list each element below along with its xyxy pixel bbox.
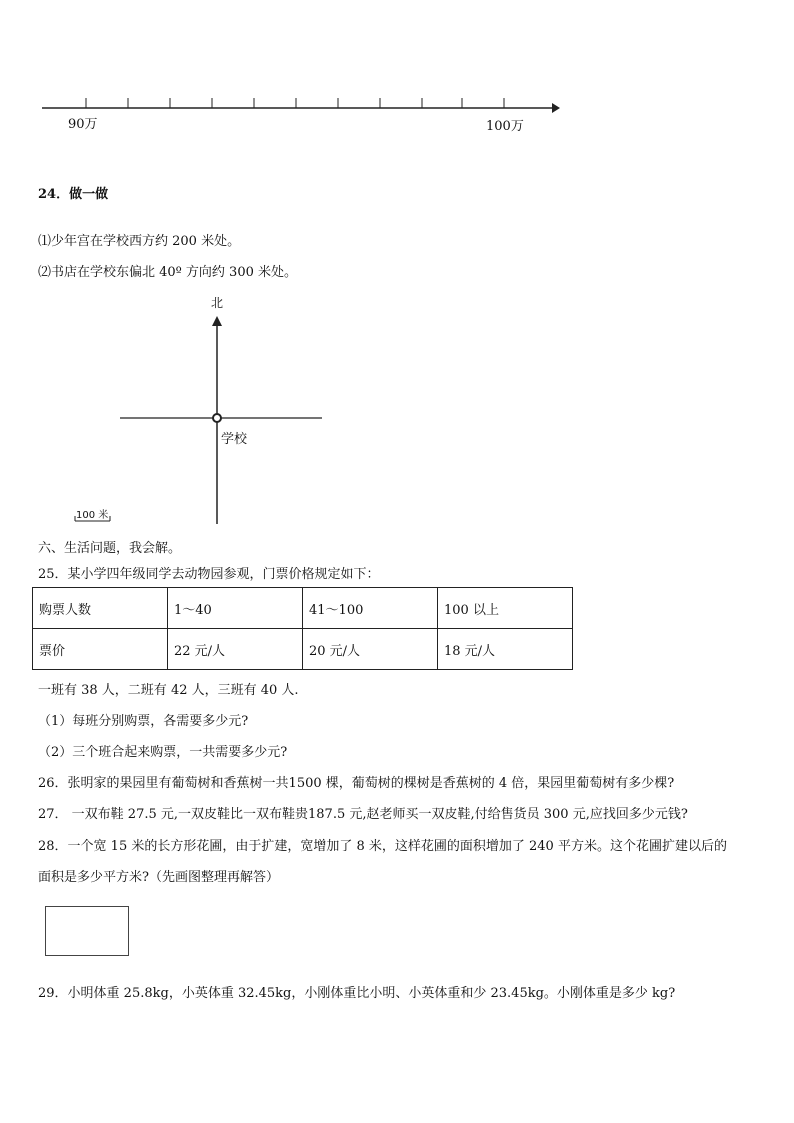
table-cell: 购票人数 [33, 588, 168, 629]
table-row [33, 588, 573, 629]
number-line-ticks [86, 98, 504, 108]
table-cell: 20 元/人 [303, 629, 438, 670]
q28-line-2: 面积是多少平方米?（先画图整理再解答） [38, 870, 279, 885]
scale-label: 100 米 [76, 510, 109, 521]
q27-text: 27． 一双布鞋 27.5 元,一双皮鞋比一双布鞋贵187.5 元,赵老师买一双皮鞋,付给售货员 300 元,应找回多少元钱? [38, 807, 688, 822]
school-point [213, 414, 221, 422]
q25-info: 一班有 38 人，二班有 42 人，三班有 40 人. [38, 683, 299, 698]
number-line-end-label: 100万 [486, 119, 524, 134]
table-cell: 22 元/人 [168, 629, 303, 670]
table-cell: 41～100 [303, 588, 438, 629]
q29-text: 29．小明体重 25.8kg，小英体重 32.45kg，小刚体重比小明、小英体重和少 23.45kg。小刚体重是多少 kg? [38, 986, 676, 1001]
direction-diagram [75, 316, 322, 524]
number-line-arrow-icon [552, 103, 560, 113]
north-label: 北 [211, 296, 224, 310]
garden-rectangle-drawing [45, 906, 129, 956]
school-label: 学校 [221, 432, 248, 447]
q24-item-1: ⑴少年宫在学校西方约 200 米处。 [38, 234, 241, 249]
table-cell: 100 以上 [438, 588, 573, 629]
table-row [33, 629, 573, 670]
ticket-price-table [32, 587, 573, 670]
q25-sub-2: （2）三个班合起来购票，一共需要多少元? [38, 745, 288, 760]
table-cell: 票价 [33, 629, 168, 670]
q28-line-1: 28．一个宽 15 米的长方形花圃，由于扩建，宽增加了 8 米，这样花圃的面积增加了 240 平方米。这个花圃扩建以后的 [38, 839, 727, 854]
q26-text: 26．张明家的果园里有葡萄树和香蕉树一共1500 棵，葡萄树的棵树是香蕉树的 4 倍，果园里葡萄树有多少棵? [38, 776, 675, 791]
north-arrow-icon [212, 316, 222, 326]
q25-stem: 25．某小学四年级同学去动物园参观，门票价格规定如下： [38, 567, 380, 582]
table-cell: 18 元/人 [438, 629, 573, 670]
number-line-start-label: 90万 [68, 117, 98, 132]
section-6-heading: 六、生活问题，我会解。 [38, 541, 182, 556]
q25-sub-1: （1）每班分别购票，各需要多少元? [38, 714, 249, 729]
q24-item-2: ⑵书店在学校东偏北 40º 方向约 300 米处。 [38, 265, 297, 280]
q24-title: 24．做一做 [38, 187, 109, 202]
table-cell: 1～40 [168, 588, 303, 629]
number-line [42, 98, 560, 113]
